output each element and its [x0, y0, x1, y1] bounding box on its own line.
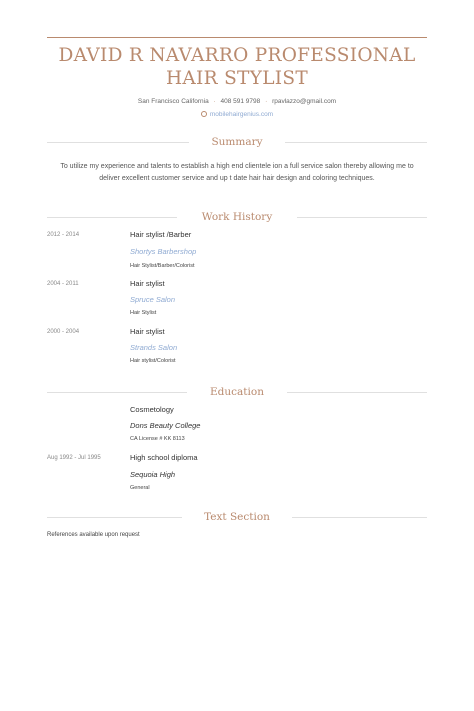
company-name[interactable]: Spruce Salon — [130, 295, 176, 304]
job-title: Hair stylist /Barber — [130, 230, 192, 239]
work-dates: 2000 - 2004 — [47, 329, 80, 335]
separator-dot: · — [265, 98, 268, 105]
header-divider — [47, 37, 427, 38]
job-description: Hair Stylist/Barber/Colorist — [130, 263, 195, 269]
candidate-name: DAVID R NAVARRO PROFESSIONAL HAIR STYLIST — [58, 45, 416, 89]
summary-text: To utilize my experience and talents to establish a high end clientele ion a full service salon thereby allowing me to deliver excellent customer service and up t date hair hair design and coloring techniques. — [60, 163, 414, 182]
state: California — [181, 98, 209, 105]
contact-line — [47, 97, 427, 106]
work-dates: 2004 - 2011 — [47, 281, 79, 287]
website-line — [47, 110, 427, 119]
education-heading — [47, 385, 427, 399]
school-name: Dons Beauty College — [130, 421, 201, 430]
job-title: Hair stylist — [130, 279, 165, 288]
resume-page — [47, 0, 427, 711]
degree: High school diploma — [130, 453, 198, 462]
globe-icon — [201, 111, 207, 117]
education-detail: General — [130, 485, 150, 491]
city: San Francisco — [137, 98, 180, 105]
text-section-heading — [47, 510, 427, 524]
company-name[interactable]: Strands Salon — [130, 343, 178, 352]
work-dates: 2012 - 2014 — [47, 232, 80, 238]
company-name[interactable]: Shortys Barbershop — [130, 247, 197, 256]
school-name: Sequoia High — [130, 470, 176, 479]
separator-dot: · — [213, 98, 216, 105]
email-link[interactable]: rpavlazzo@gmail.com — [272, 98, 337, 105]
job-description: Hair Stylist — [130, 310, 157, 316]
section-title: Summary — [211, 136, 263, 148]
job-description: Hair stylist/Colorist — [130, 358, 176, 364]
degree: Cosmetology — [130, 405, 174, 414]
education-dates: Aug 1992 - Jul 1995 — [47, 455, 101, 461]
summary-heading — [47, 135, 427, 149]
website-link[interactable]: mobilehairgenius.com — [209, 111, 274, 118]
phone: 408 591 9798 — [220, 98, 261, 105]
section-title: Text Section — [204, 511, 270, 523]
references-text: References available upon request — [47, 532, 140, 538]
section-title: Education — [210, 386, 264, 398]
work-history-heading — [47, 210, 427, 224]
section-title: Work History — [201, 211, 273, 223]
education-detail: CA License # KK 8113 — [130, 436, 185, 442]
job-title: Hair stylist — [130, 327, 165, 336]
